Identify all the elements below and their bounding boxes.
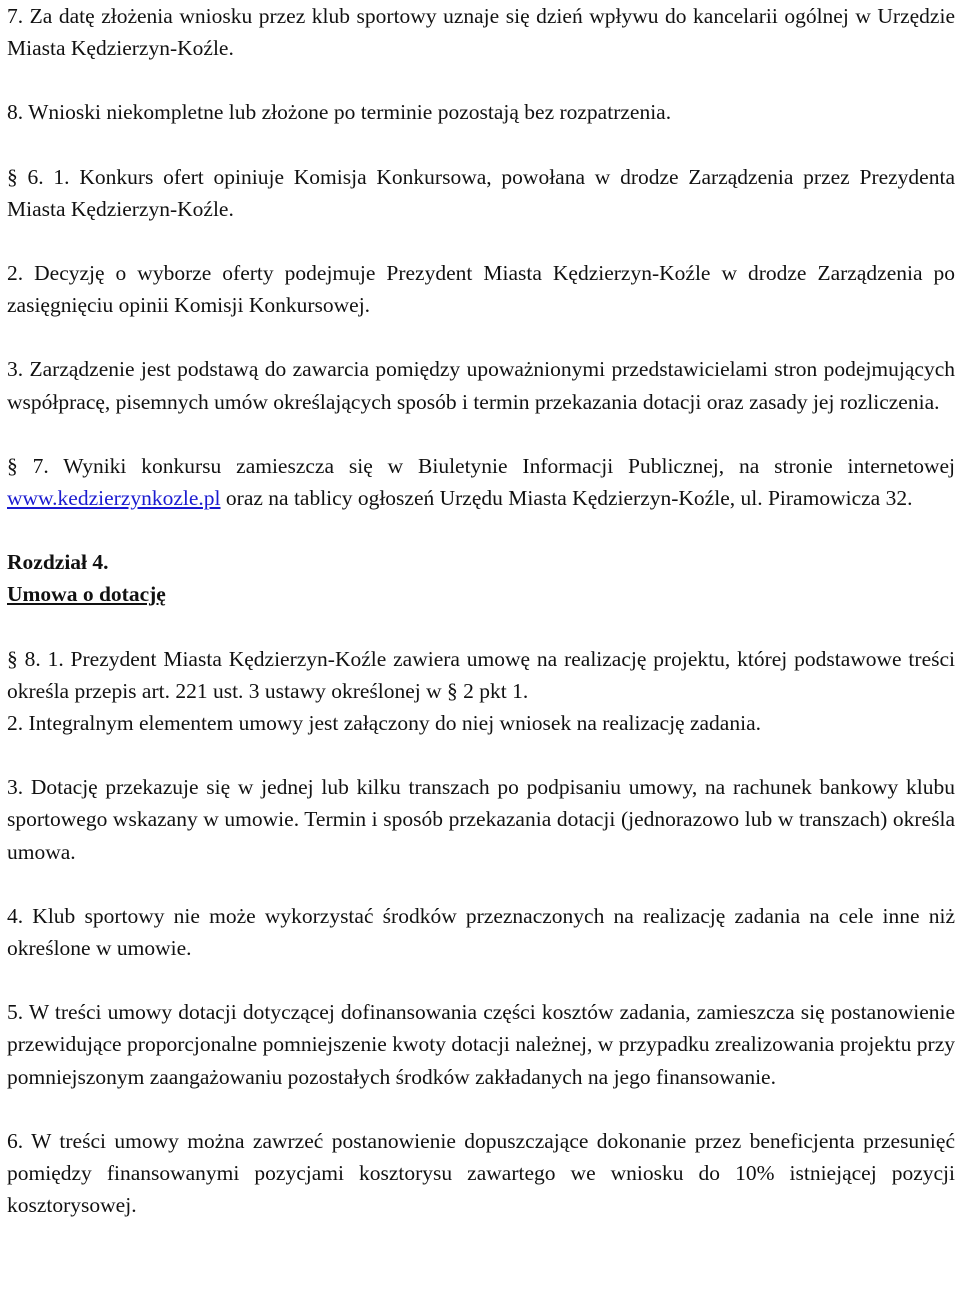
- spacer: [7, 1093, 955, 1125]
- paragraph-section-7: [7, 450, 955, 514]
- chapter-subtitle: Umowa o dotację: [7, 582, 166, 607]
- spacer: [7, 611, 955, 643]
- spacer: [7, 64, 955, 96]
- paragraph-section-8-1: § 8. 1. Prezydent Miasta Kędzierzyn-Koźle zawiera umowę na realizację projektu, której podstawowe treści określa przepis art. 221 ust. 3 ustawy określonej w § 2 pkt 1.: [7, 646, 955, 703]
- section-7-text-start: § 7. Wyniki konkursu zamieszcza się w Biuletynie Informacji Publicznej, na stronie internetowej: [7, 453, 955, 478]
- spacer: [7, 129, 955, 161]
- paragraph-section-8-6: 6. W treści umowy można zawrzeć postanowienie dopuszczające dokonanie przez beneficjenta przesunięć pomiędzy finansowanymi pozycjami kosztorysu zawartego we wniosku do 10% istniejącej pozycji kosztorysowej.: [7, 1128, 955, 1218]
- paragraph-section-8-3: 3. Dotację przekazuje się w jednej lub kilku transzach po podpisaniu umowy, na rachunek bankowy klubu sportowego wskazany w umowie. Termin i sposób przekazania dotacji (jednorazowo lub w transzach) określa umowa.: [7, 775, 955, 864]
- chapter-title: Rozdział 4.: [7, 550, 109, 575]
- spacer: [7, 514, 955, 546]
- spacer: [7, 321, 955, 353]
- spacer: [7, 964, 955, 996]
- spacer: [7, 225, 955, 257]
- paragraph-section-6-1: § 6. 1. Konkurs ofert opiniuje Komisja Konkursowa, powołana w drodze Zarządzenia przez Prezydenta Miasta Kędzierzyn-Koźle.: [7, 164, 955, 221]
- website-link[interactable]: www.kedzierzynkozle.pl: [7, 486, 221, 511]
- paragraph-section-6-3: 3. Zarządzenie jest podstawą do zawarcia pomiędzy upoważnionymi przedstawicielami stron podejmujących współpracę, pisemnych umów określających sposób i termin przekazania dotacji oraz zasady jej rozliczenia.: [7, 357, 955, 414]
- spacer: [7, 418, 955, 450]
- paragraph-section-8-5: 5. W treści umowy dotacji dotyczącej dofinansowania części kosztów zadania, zamieszcza się postanowienie przewidujące proporcjonalne pomniejszenie kwoty dotacji należnej, w przypadku zrealizowania projektu przy pomniejszonym zaangażowaniu pozostałych środków zakładanych na jego finansowanie.: [7, 1000, 955, 1089]
- paragraph-section-6-2: 2. Decyzję o wyborze oferty podejmuje Prezydent Miasta Kędzierzyn-Koźle w drodze Zarządzenia po zasięgnięciu opinii Komisji Konkursowej.: [7, 261, 955, 318]
- paragraph-7-date-of-submission: 7. Za datę złożenia wniosku przez klub sportowy uznaje się dzień wpływu do kancelarii ogólnej w Urzędzie Miasta Kędzierzyn-Koźle.: [7, 4, 955, 61]
- section-7-text-end: oraz na tablicy ogłoszeń Urzędu Miasta Kędzierzyn-Koźle, ul. Piramowicza 32.: [220, 486, 913, 511]
- spacer: [7, 739, 955, 771]
- spacer: [7, 868, 955, 900]
- paragraph-8-incomplete-applications: 8. Wnioski niekompletne lub złożone po terminie pozostają bez rozpatrzenia.: [7, 100, 672, 125]
- paragraph-section-8-4: 4. Klub sportowy nie może wykorzystać środków przeznaczonych na realizację zadania na cele inne niż określone w umowie.: [7, 903, 955, 961]
- document-page: [7, 0, 955, 1221]
- paragraph-section-8-2: 2. Integralnym elementem umowy jest załączony do niej wniosek na realizację zadania.: [7, 711, 761, 736]
